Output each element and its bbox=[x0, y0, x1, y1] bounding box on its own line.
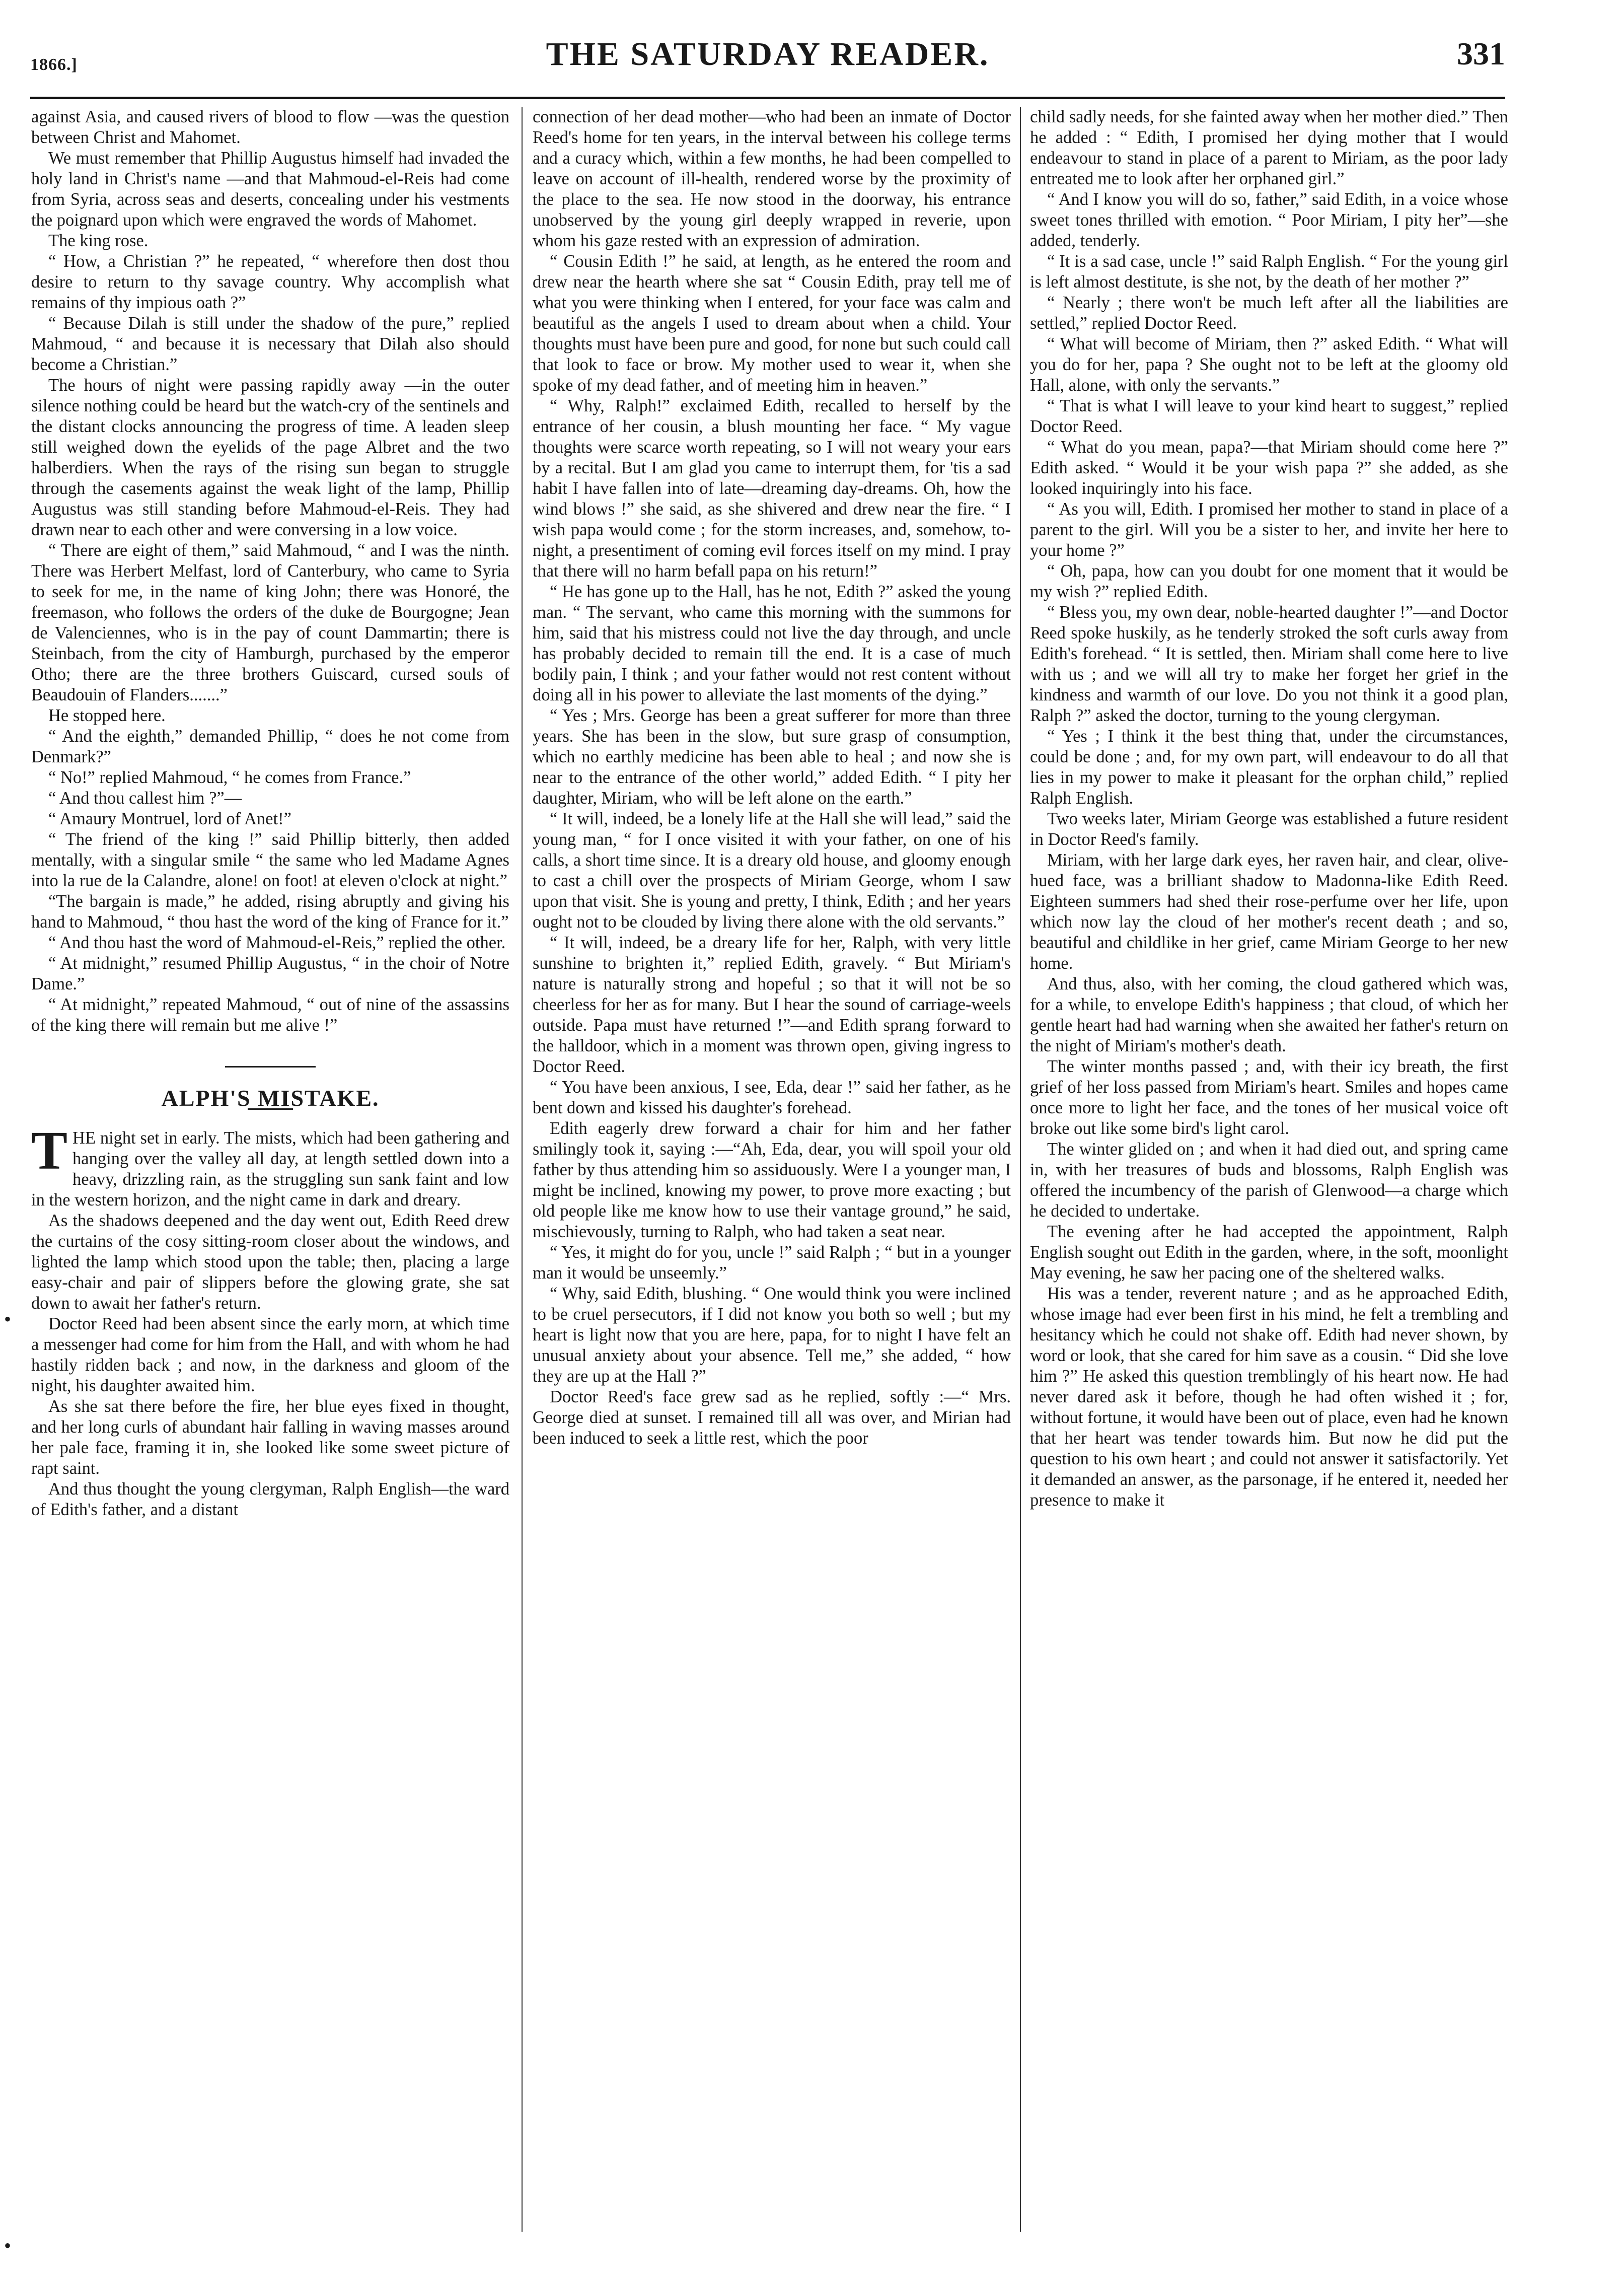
paragraph: And thus thought the young clergyman, Ralph English—the ward of Edith's father, and a distant bbox=[31, 1479, 509, 1519]
paragraph: child sadly needs, for she fainted away when her mother died.” Then he added : “ Edith, I promised her dying mother that I would endeavour to stand in place of a parent to Miriam, as the poor lady entreated me to look after her orphaned girl.” bbox=[1030, 107, 1508, 188]
page-number: 331 bbox=[1457, 36, 1505, 72]
paragraph: “ Yes ; Mrs. George has been a great sufferer for more than three years. She has been in the slow, but sure grasp of consumption, which no earthly medicine has been able to heal ; and now she is near to the entrance of the other world,” added Edith. “ I pity her daughter, Miriam, who will be left alone on the earth.” bbox=[533, 706, 1011, 808]
drop-cap: T bbox=[31, 1121, 68, 1181]
paragraph: The evening after he had accepted the appointment, Ralph English sought out Edith in the garden, where, in the soft, moonlight May evening, he saw her pacing one of the sheltered walks. bbox=[1030, 1222, 1508, 1283]
paragraph: Doctor Reed had been absent since the early morn, at which time a messenger had come for him from the Hall, and with whom he had hastily ridden back ; and now, in the darkness and gloom of the night, his daughter awaited him. bbox=[31, 1314, 509, 1395]
issue-year: 1866.] bbox=[30, 55, 78, 74]
paragraph: His was a tender, reverent nature ; and as he approached Edith, whose image had ever been first in his mind, he felt a trembling and hesitancy which he could not shake off. Edith had never shown, by word or look, that she cared for him save as a cousin. “ Did she love him ?” He asked this question tremblingly of his heart now. He had never dared ask it before, though he had often wished it ; for, without fortune, it would have been out of place, even had he known that her heart was tender towards him. But now he did put the question to his own heart ; and could not answer it satisfactorily. Yet it demanded an answer, as the parsonage, if he entered it, needed her presence to make it bbox=[1030, 1284, 1508, 1510]
paragraph: He stopped here. bbox=[48, 706, 166, 725]
paragraph: “ Yes, it might do for you, uncle !” said Ralph ; “ but in a younger man it would be unseemly.” bbox=[533, 1243, 1011, 1283]
publication-title: THE SATURDAY READER. bbox=[546, 36, 990, 73]
paragraph: “ The friend of the king !” said Phillip bitterly, then added mentally, with a singular smile “ the same who led Madame Agnes into la rue de la Calandre, alone! on foot! at eleven o'clock at night.” bbox=[31, 830, 509, 890]
article-title: ALPH'S MISTAKE. bbox=[161, 1085, 380, 1111]
paragraph: “ There are eight of them,” said Mahmoud, “ and I was the ninth. There was Herbert Melfast, lord of Canterbury, who came to Syria to seek for me, in the name of king John; there was Honoré, the freemason, who follows the orders of the duke de Bourgogne; Jean de Valenciennes, who is in the pay of count Dammartin; there is Steinbach, from the city of Hamburgh, purchased by the emperor Otho; there are the three brothers Guiscard, cursed souls of Beaudouin of Flanders.......” bbox=[31, 541, 509, 704]
section-divider bbox=[225, 1066, 316, 1068]
paragraph: “ Amaury Montruel, lord of Anet!” bbox=[48, 809, 291, 828]
paragraph: “ And the eighth,” demanded Phillip, “ does he not come from Denmark?” bbox=[31, 727, 509, 766]
paragraph: We must remember that Phillip Augustus himself had invaded the holy land in Christ's name —and that Mahmoud-el-Reis had come from Syria, across seas and deserts, concealing under his vestments the poignard upon which were engraved the words of Mahomet. bbox=[31, 149, 509, 230]
paragraph: “ Bless you, my own dear, noble-hearted daughter !”—and Doctor Reed spoke huskily, as he tenderly stroked the soft curls away from Edith's forehead. “ It is settled, then. Miriam shall come here to live with us ; and we will all try to make her forget her grief in the kindness and warmth of our love. Do you not think it a good plan, Ralph ?” asked the doctor, turning to the young clergyman. bbox=[1030, 603, 1508, 725]
paragraph: “ You have been anxious, I see, Eda, dear !” said her father, as he bent down and kissed his daughter's forehead. bbox=[533, 1078, 1011, 1117]
paragraph: “ He has gone up to the Hall, has he not, Edith ?” asked the young man. “ The servant, who came this morning with the summons for him, said that his mistress could not live the day through, and uncle has probably decided to remain till the end. It is a case of much bodily pain, I think ; and your father would not rest content without doing all in his power to alleviate the last moments of the dying.” bbox=[533, 582, 1011, 704]
paragraph: “ It will, indeed, be a lonely life at the Hall she will lead,” said the young man, “ for I once visited it with your father, on one of his calls, a short time since. It is a dreary old house, and gloomy enough to cast a chill over the prospects of Miriam George, whom I saw upon that visit. She is young and pretty, I think, Edith ; and her years ought not to be clouded by living there alone with the old servants.” bbox=[533, 809, 1011, 932]
paragraph: As the shadows deepened and the day went out, Edith Reed drew the curtains of the cosy sitting-room closer about the windows, and lighted the lamp which stood upon the table; then, placing a large easy-chair and pair of slippers before the glowing grate, she sat down to await her father's return. bbox=[31, 1211, 509, 1313]
paragraph: connection of her dead mother—who had been an inmate of Doctor Reed's home for ten years, in the interval between his college terms and a curacy which, within a few months, he had been compelled to leave on account of ill-health, rendered worse by the proximity of the place to the sea. He now stood in the doorway, his entrance unobserved by the young girl deeply wrapped in reverie, upon whom his gaze rested with an expression of admiration. bbox=[533, 107, 1011, 250]
paragraph: “ At midnight,” resumed Phillip Augustus, “ in the choir of Notre Dame.” bbox=[31, 954, 509, 993]
paragraph: “ Cousin Edith !” he said, at length, as he entered the room and drew near the hearth where she sat “ Cousin Edith, pray tell me of what you were thinking when I entered, for your face was calm and beautiful as the angels I used to dream about when a child. Your thoughts must have been pure and good, for none but such could call that look to face or brow. My mother used to wear it, when she spoke of my dead father, and of meeting him in heaven.” bbox=[533, 252, 1011, 395]
paragraph: Edith eagerly drew forward a chair for him and her father smilingly took it, saying :—“Ah, Eda, dear, you will spoil your old father by thus attending him so assiduously. Were I a younger man, I might be inclined, knowing my power, to prove more exacting ; but old people like me know how to use their vantage ground,” he said, mischievously, turning to Ralph, who had taken a seat near. bbox=[533, 1119, 1011, 1241]
paragraph: As she sat there before the fire, her blue eyes fixed in thought, and her long curls of abundant hair falling in waving masses around her pale face, framing it in, she looked like some sweet picture of rapt saint. bbox=[31, 1397, 509, 1478]
paragraph: against Asia, and caused rivers of blood to flow —was the question between Christ and Mahomet. bbox=[31, 107, 509, 147]
paragraph: Two weeks later, Miriam George was established a future resident in Doctor Reed's family. bbox=[1030, 809, 1508, 849]
paragraph: “ Why, said Edith, blushing. “ One would think you were inclined to be cruel persecutors, if I did not know you both so well ; but my heart is light now that you are here, papa, for to night I have felt an unusual anxiety about your absence. Tell me,” she added, “ how they are up at the Hall ?” bbox=[533, 1284, 1011, 1386]
paragraph: The king rose. bbox=[48, 231, 149, 250]
paragraph: “ And I know you will do so, father,” said Edith, in a voice whose sweet tones thrilled with emotion. “ Poor Miriam, I pity her”—she added, tenderly. bbox=[1030, 190, 1508, 250]
margin-speck: • bbox=[4, 2234, 12, 2257]
column-3 bbox=[1030, 107, 1508, 2252]
paragraph: “ What do you mean, papa?—that Miriam should come here ?” Edith asked. “ Would it be your wish papa ?” she added, as she looked inquiringly into his face. bbox=[1030, 438, 1508, 498]
paragraph: Miriam, with her large dark eyes, her raven hair, and clear, olive-hued face, was a brilliant shadow to Madonna-like Edith Reed. Eighteen summers had shed their rose-perfume over her life, upon which now lay the cloud of her mother's recent death ; and so, beautiful and childlike in her grief, came Miriam George to her new home. bbox=[1030, 850, 1508, 973]
column-2 bbox=[533, 107, 1011, 2252]
paragraph: “ As you will, Edith. I promised her mother to stand in place of a parent to the girl. Will you be a sister to her, and invite her here to your home ?” bbox=[1030, 500, 1508, 560]
column-divider bbox=[522, 107, 523, 2232]
paragraph: “ It is a sad case, uncle !” said Ralph English. “ For the young girl is left almost destitute, is she not, by the death of her mother ?” bbox=[1030, 252, 1508, 292]
paragraph: The hours of night were passing rapidly away —in the outer silence nothing could be heard but the watch-cry of the sentinels and the distant clocks announcing the progress of time. A leaden sleep still weighed down the eyelids of the page Albret and the two halberdiers. When the rays of the rising sun began to struggle through the casements against the weak light of the lamp, Phillip Augustus was still standing before Mahmoud-el-Reis. They had drawn near to each other and were conversing in a low voice. bbox=[31, 376, 509, 539]
paragraph: And thus, also, with her coming, the cloud gathered which was, for a while, to envelope Edith's happiness ; that cloud, of which her gentle heart had had warning when she awaited her father's return on the night of Miriam's mother's death. bbox=[1030, 974, 1508, 1055]
column-1 bbox=[31, 107, 509, 2252]
paragraph: “ Oh, papa, how can you doubt for one moment that it would be my wish ?” replied Edith. bbox=[1030, 561, 1508, 601]
paragraph: “ Why, Ralph!” exclaimed Edith, recalled to herself by the entrance of her cousin, a blush mounting her face. “ My vague thoughts were scarce worth repeating, so I will not weary your ears by a recital. But I am glad you came to interrupt them, for 'tis a sad habit I have fallen into of late—dreaming day-dreams. Oh, how the wind blows !” she said, as she shivered and drew near the fire. “ I wish papa would come ; for the storm increases, and, somehow, to-night, a presentiment of coming evil forces itself on my mind. I pray that there will no harm befall papa on his return!” bbox=[533, 396, 1011, 581]
column-divider bbox=[1020, 107, 1021, 2232]
paragraph: “ That is what I will leave to your kind heart to suggest,” replied Doctor Reed. bbox=[1030, 396, 1508, 436]
paragraph: “ And thou callest him ?”— bbox=[48, 789, 242, 808]
paragraph: The winter glided on ; and when it had died out, and spring came in, with her treasures of buds and blossoms, Ralph English was offered the incumbency of the parish of Glenwood—a charge which he decided to undertake. bbox=[1030, 1140, 1508, 1221]
opening-text: HE night set in early. The mists, which had been gathering and hanging over the valley all day, at length settled down into a heavy, drizzling rain, as the struggling sun sank faint and low in the western horizon, and the night came in dark and dreary. bbox=[31, 1128, 509, 1210]
header-rule bbox=[30, 97, 1505, 99]
paragraph: “ What will become of Miriam, then ?” asked Edith. “ What will you do for her, papa ? She ought not to be left at the gloomy old Hall, alone, with only the servants.” bbox=[1030, 334, 1508, 395]
paragraph: “ And thou hast the word of Mahmoud-el-Reis,” replied the other. bbox=[48, 933, 506, 952]
paragraph: “ At midnight,” repeated Mahmoud, “ out of nine of the assassins of the king there will remain but me alive !” bbox=[31, 995, 509, 1035]
paragraph: “ Yes ; I think it the best thing that, under the circumstances, could be done ; and, for my own part, will endeavour to do all that lies in my power to make it pleasant for the orphan child,” replied Ralph English. bbox=[1030, 727, 1508, 808]
opening-paragraph bbox=[31, 1121, 509, 1211]
paragraph: The winter months passed ; and, with their icy breath, the first grief of her loss passed from Miriam's heart. Smiles and hopes came once more to light her face, and the tones of her musical voice oft broke out like some bird's light carol. bbox=[1030, 1057, 1508, 1138]
paragraph: “ Nearly ; there won't be much left after all the liabilities are settled,” replied Doctor Reed. bbox=[1030, 293, 1508, 333]
paragraph: “ How, a Christian ?” he repeated, “ wherefore then dost thou desire to return to thy savage country. Why accomplish what remains of thy impious oath ?” bbox=[31, 252, 509, 312]
paragraph: “The bargain is made,” he added, rising abruptly and giving his hand to Mahmoud, “ thou hast the word of the king of France for it.” bbox=[31, 892, 509, 932]
paragraph: Doctor Reed's face grew sad as he replied, softly :—“ Mrs. George died at sunset. I remained till all was over, and Mirian had been induced to seek a little rest, which the poor bbox=[533, 1387, 1011, 1448]
paragraph: “ No!” replied Mahmoud, “ he comes from France.” bbox=[48, 768, 411, 787]
paragraph: “ Because Dilah is still under the shadow of the pure,” replied Mahmoud, “ and because it is necessary that Dilah also should become a Christian.” bbox=[31, 314, 509, 374]
paragraph: “ It will, indeed, be a dreary life for her, Ralph, with very little sunshine to brighten it,” replied Edith, gravely. “ But Miriam's nature is naturally strong and hopeful ; so that it will not be so cheerless for her as for many. But I hear the sound of carriage-weels outside. Papa must have returned !”—and Edith sprang forward to the halldoor, which in a moment was thrown open, giving ingress to Doctor Reed. bbox=[533, 933, 1011, 1076]
margin-speck: • bbox=[4, 1308, 12, 1330]
page-header bbox=[30, 35, 1505, 96]
